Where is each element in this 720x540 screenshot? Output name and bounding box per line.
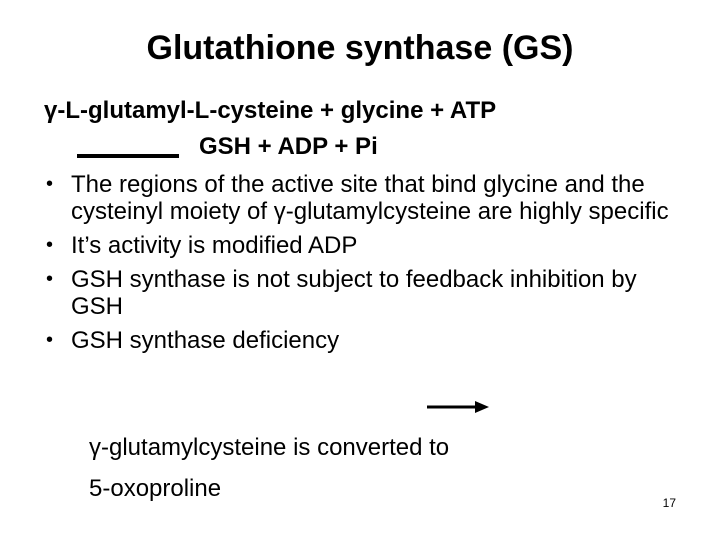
bullet-item xyxy=(40,266,680,320)
bullet-text: It’s activity is modified ADP xyxy=(71,232,358,259)
bullet-marker: • xyxy=(46,329,54,351)
bullet-marker: • xyxy=(46,268,54,290)
reaction-substrates: γ-L-glutamyl-L-cysteine + glycine + ATP xyxy=(44,97,497,124)
bullet-list xyxy=(40,171,680,361)
page-number: 17 xyxy=(662,496,676,510)
bullet-item xyxy=(40,232,680,259)
bullet-item xyxy=(40,327,680,354)
bullet-text: GSH synthase deficiency xyxy=(71,327,340,354)
bullet-marker: • xyxy=(46,173,54,195)
reaction-arrow-icon xyxy=(77,152,179,160)
deficiency-result-line: 5-oxoproline xyxy=(89,475,222,502)
bullet-text: The regions of the active site that bind glycine and the cysteinyl moiety of γ-glutamylcysteine are highly specific xyxy=(71,171,669,225)
deficiency-result-line: γ-glutamylcysteine is converted to xyxy=(89,434,450,461)
slide-title: Glutathione synthase (GS) xyxy=(146,29,574,67)
arrow-right-icon xyxy=(427,400,489,414)
bullet-marker: • xyxy=(46,234,54,256)
bullet-item xyxy=(40,171,680,225)
reaction-products: GSH + ADP + Pi xyxy=(199,133,378,160)
bullet-text: GSH synthase is not subject to feedback inhibition by GSH xyxy=(71,266,637,320)
